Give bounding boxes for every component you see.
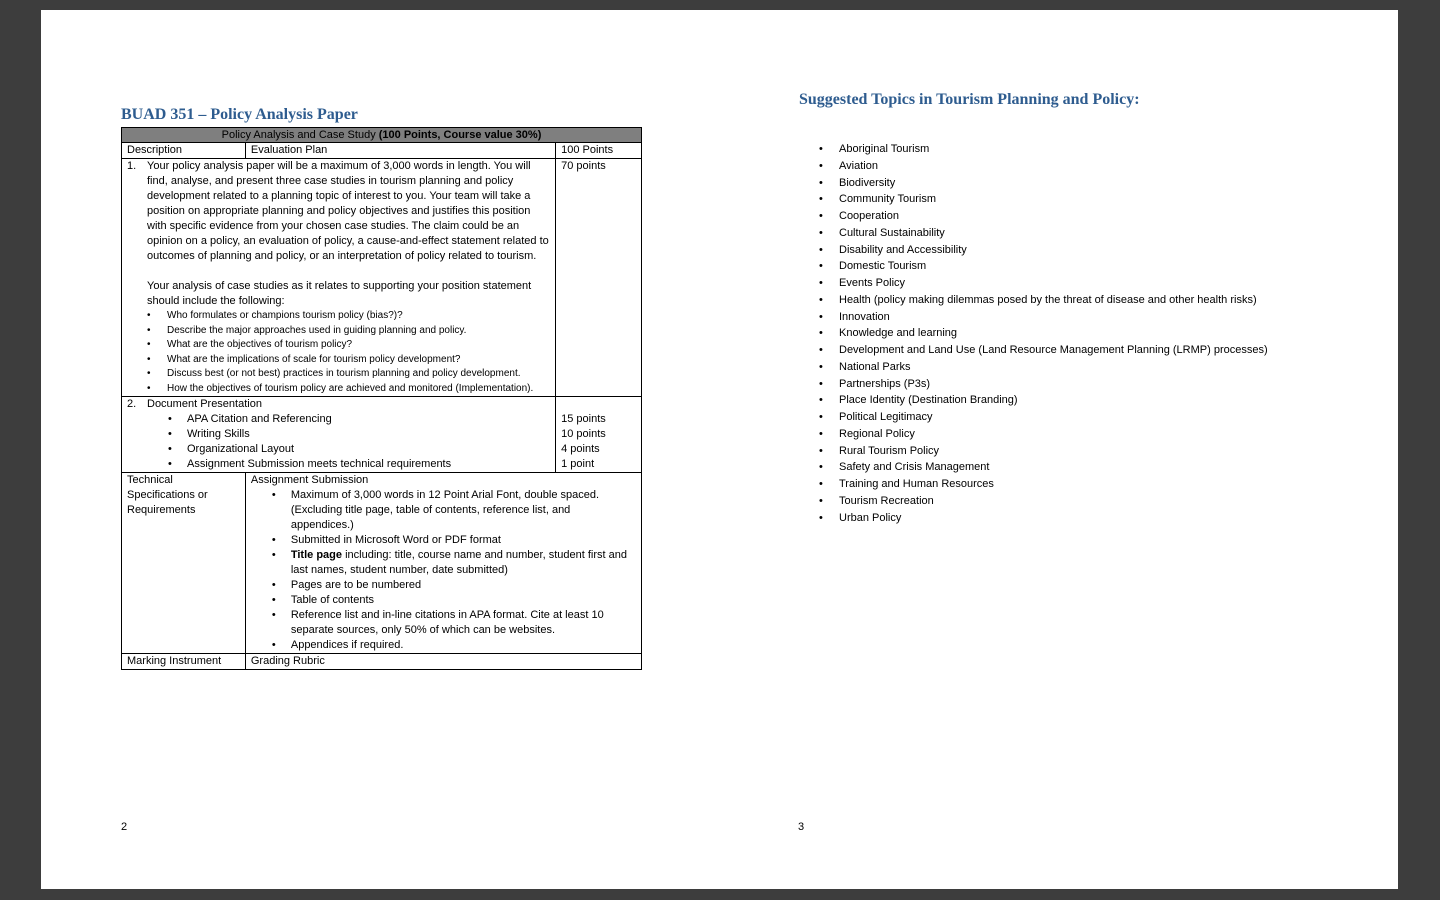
list-item: • Rural Tourism Policy bbox=[817, 443, 1268, 460]
list-item: • Table of contents bbox=[251, 593, 636, 608]
table-header-row bbox=[122, 128, 642, 143]
list-item: • Disability and Accessibility bbox=[817, 242, 1268, 259]
page-title: BUAD 351 – Policy Analysis Paper bbox=[121, 106, 358, 123]
points-value: 1 point bbox=[561, 458, 595, 470]
list-item: • Submitted in Microsoft Word or PDF format bbox=[251, 533, 636, 548]
list-item: • Development and Land Use (Land Resource Management Planning (LRMP) processes) bbox=[817, 342, 1268, 359]
column-header-row bbox=[122, 143, 642, 159]
points-value: 10 points bbox=[561, 428, 606, 440]
page-number: 2 bbox=[121, 821, 128, 833]
list-item: • Assignment Submission meets technical requirements bbox=[127, 457, 550, 472]
list-item: • APA Citation and Referencing bbox=[127, 412, 550, 427]
list-item: • Urban Policy bbox=[817, 510, 1268, 527]
list-item: • Safety and Crisis Management bbox=[817, 459, 1268, 476]
technical-cell bbox=[245, 473, 641, 654]
list-item: • Discuss best (or not best) practices in tourism planning and policy development. bbox=[127, 367, 550, 382]
table-header-text: Policy Analysis and Case Study bbox=[221, 129, 379, 141]
list-item: • Cooperation bbox=[817, 208, 1268, 225]
marking-value: Grading Rubric bbox=[245, 654, 641, 670]
list-item: • Organizational Layout bbox=[127, 442, 550, 457]
topics-title: Suggested Topics in Tourism Planning and Policy: bbox=[799, 91, 1140, 108]
list-item: • Appendices if required. bbox=[251, 638, 636, 653]
technical-row bbox=[122, 473, 642, 654]
table-header bbox=[122, 128, 642, 143]
list-item: • Pages are to be numbered bbox=[251, 578, 636, 593]
document-sheet bbox=[41, 10, 1398, 889]
list-item: • Describe the major approaches used in guiding planning and policy. bbox=[127, 324, 550, 339]
item1-points: 70 points bbox=[556, 159, 642, 397]
col-points: 100 Points bbox=[556, 143, 642, 159]
list-item: • Domestic Tourism bbox=[817, 258, 1268, 275]
item2-row bbox=[122, 397, 642, 473]
list-item: • Biodiversity bbox=[817, 175, 1268, 192]
item1-paragraph1: Your policy analysis paper will be a maximum of 3,000 words in length. You will find, analyse, and present three case studies in tourism planning and policy development related to a planning topic of interest to you. Your team will take a position on appropriate planning and policy objectives and justifies this position with specific evidence from your chosen case studies. The claim could be an opinion on a policy, an evaluation of policy, a cause-and-effect statement related to outcomes of planning and policy, or an interpretation of policy related to tourism. bbox=[147, 160, 549, 262]
item1-bullet-list bbox=[127, 309, 550, 396]
list-item: • Tourism Recreation bbox=[817, 493, 1268, 510]
list-item: • Political Legitimacy bbox=[817, 409, 1268, 426]
item2-bullet-list bbox=[127, 412, 550, 472]
item1-number: 1. bbox=[127, 160, 137, 172]
item2-number: 2. bbox=[127, 398, 137, 410]
list-item: • Maximum of 3,000 words in 12 Point Arial Font, double spaced. (Excluding title page, table of contents, reference list, and appendices.) bbox=[251, 488, 636, 533]
list-item: • Knowledge and learning bbox=[817, 325, 1268, 342]
list-item: • What are the objectives of tourism policy? bbox=[127, 338, 550, 353]
points-value: 4 points bbox=[561, 443, 600, 455]
item2-cell bbox=[122, 397, 556, 473]
list-item: • How the objectives of tourism policy are achieved and monitored (Implementation). bbox=[127, 382, 550, 397]
list-item: • Aboriginal Tourism bbox=[817, 141, 1268, 158]
list-item: • National Parks bbox=[817, 359, 1268, 376]
technical-bullet-list bbox=[251, 488, 636, 653]
item1-cell bbox=[122, 159, 556, 397]
list-item: • What are the implications of scale for tourism policy development? bbox=[127, 353, 550, 368]
list-item: • Reference list and in-line citations in APA format. Cite at least 10 separate sources, only 50% of which can be websites. bbox=[251, 608, 636, 638]
list-item: • Place Identity (Destination Branding) bbox=[817, 392, 1268, 409]
list-item: • Partnerships (P3s) bbox=[817, 376, 1268, 393]
points-value: 15 points bbox=[561, 413, 606, 425]
item1-row bbox=[122, 159, 642, 397]
list-item: • Writing Skills bbox=[127, 427, 550, 442]
list-item: • Cultural Sustainability bbox=[817, 225, 1268, 242]
list-item: • Aviation bbox=[817, 158, 1268, 175]
list-item: • Who formulates or champions tourism policy (bias?)? bbox=[127, 309, 550, 324]
list-item bbox=[251, 548, 636, 578]
list-item: • Events Policy bbox=[817, 275, 1268, 292]
list-item: • Regional Policy bbox=[817, 426, 1268, 443]
col-description: Description bbox=[122, 143, 246, 159]
marking-label: Marking Instrument bbox=[122, 654, 246, 670]
technical-label: Technical Specifications or Requirements bbox=[122, 473, 246, 654]
topics-list bbox=[817, 141, 1268, 526]
col-evaluation-plan: Evaluation Plan bbox=[245, 143, 555, 159]
list-item: • Innovation bbox=[817, 309, 1268, 326]
table-header-bold: (100 Points, Course value 30%) bbox=[378, 129, 542, 141]
list-item: • Health (policy making dilemmas posed by the threat of disease and other health risks) bbox=[817, 292, 1268, 309]
title-page-label: Title page bbox=[290, 549, 343, 561]
technical-heading: Assignment Submission bbox=[250, 474, 369, 486]
policy-analysis-table bbox=[121, 127, 642, 670]
item2-points-cell bbox=[556, 397, 642, 473]
title-page-detail: including: title, course name and number, student first and last names, student number, date submitted) bbox=[290, 549, 627, 576]
list-item: • Training and Human Resources bbox=[817, 476, 1268, 493]
item2-label: Document Presentation bbox=[147, 398, 262, 410]
marking-row bbox=[122, 654, 642, 670]
list-item: • Community Tourism bbox=[817, 191, 1268, 208]
page-number: 3 bbox=[798, 821, 805, 833]
item1-paragraph2: Your analysis of case studies as it relates to supporting your position statement should include the following: bbox=[147, 280, 532, 307]
